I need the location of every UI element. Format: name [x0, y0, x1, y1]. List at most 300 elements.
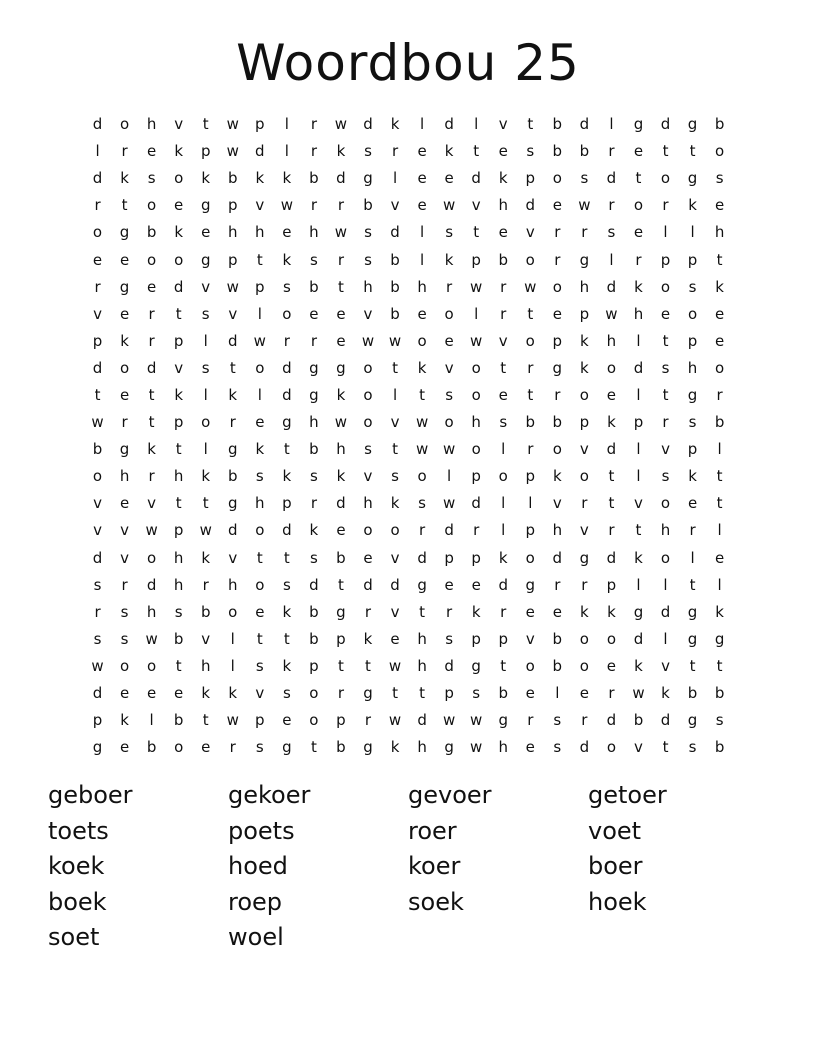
grid-letter: h	[579, 277, 590, 296]
grid-letter: e	[92, 250, 103, 269]
grid-letter: b	[336, 738, 346, 757]
grid-letter: g	[417, 575, 427, 594]
grid-letter: r	[500, 602, 507, 621]
grid-letter: b	[579, 142, 590, 161]
grid-letter: k	[688, 196, 697, 215]
grid-letter: t	[689, 656, 696, 675]
grid-letter: w	[199, 521, 212, 540]
grid-letter: w	[226, 115, 239, 134]
grid-letter: p	[200, 142, 211, 161]
grid-letter: w	[415, 413, 429, 432]
grid-letter: o	[525, 656, 535, 675]
grid-letter: r	[337, 196, 345, 215]
grid-letter: k	[444, 142, 454, 161]
grid-letter: t	[338, 656, 344, 675]
grid-letter: v	[120, 521, 130, 540]
grid-letter: l	[501, 521, 506, 540]
grid-letter: r	[419, 521, 426, 540]
grid-letter: k	[201, 169, 211, 188]
grid-letter: d	[498, 575, 508, 594]
grid-letter: o	[525, 250, 535, 269]
grid-letter: r	[148, 331, 155, 350]
grid-letter: d	[282, 521, 292, 540]
grid-letter: t	[608, 467, 615, 486]
grid-letter: p	[336, 711, 346, 730]
grid-letter: e	[660, 304, 671, 323]
grid-letter: r	[310, 494, 317, 513]
grid-letter: t	[662, 331, 669, 350]
grid-letter: d	[525, 196, 536, 215]
grid-letter: d	[417, 711, 427, 730]
grid-letter: h	[498, 196, 508, 215]
grid-letter: h	[173, 575, 184, 594]
grid-letter: r	[500, 304, 507, 323]
grid-letter: h	[309, 223, 319, 242]
word-list-item: soek	[408, 887, 464, 916]
grid-letter: h	[552, 521, 563, 540]
word-list-item: toets	[48, 816, 109, 845]
grid-letter: e	[119, 684, 130, 703]
grid-letter: k	[255, 169, 265, 188]
grid-letter: v	[93, 521, 102, 540]
grid-letter: b	[363, 196, 373, 215]
grid-letter: d	[444, 521, 454, 540]
grid-letter: e	[606, 656, 617, 675]
grid-letter: v	[255, 684, 265, 703]
grid-letter: k	[580, 331, 589, 350]
grid-letter: b	[552, 656, 563, 675]
grid-letter: v	[363, 304, 373, 323]
grid-letter: d	[579, 738, 590, 757]
grid-letter: g	[282, 413, 292, 432]
grid-letter: h	[200, 656, 211, 675]
grid-letter: s	[282, 575, 291, 594]
grid-letter: r	[310, 142, 317, 161]
grid-letter: s	[688, 413, 697, 432]
grid-letter: o	[417, 331, 427, 350]
grid-letter: w	[280, 196, 293, 215]
grid-letter: o	[228, 602, 238, 621]
grid-letter: v	[174, 358, 184, 377]
grid-letter: w	[334, 413, 348, 432]
word-list-item: poets	[228, 816, 295, 845]
grid-letter: r	[283, 331, 290, 350]
grid-letter: s	[255, 738, 264, 757]
word-list-item: voet	[588, 816, 642, 845]
grid-letter: o	[552, 277, 562, 296]
grid-letter: k	[309, 521, 319, 540]
grid-letter: t	[662, 142, 669, 161]
grid-letter: p	[92, 711, 103, 730]
page-title: Woordbou 25	[236, 34, 580, 92]
grid-letter: r	[310, 196, 317, 215]
grid-letter: e	[714, 304, 725, 323]
grid-letter: l	[420, 223, 425, 242]
grid-letter: s	[715, 711, 724, 730]
grid-letter: w	[524, 277, 537, 296]
grid-letter: t	[148, 413, 155, 432]
grid-letter: w	[226, 711, 239, 730]
grid-letter: o	[579, 656, 589, 675]
grid-letter: s	[499, 413, 508, 432]
grid-letter: d	[146, 575, 157, 594]
grid-letter: p	[552, 331, 563, 350]
grid-letter: w	[470, 277, 483, 296]
grid-letter: v	[579, 440, 589, 459]
grid-letter: p	[687, 331, 698, 350]
grid-letter: t	[716, 656, 723, 675]
grid-letter: g	[687, 629, 698, 648]
grid-letter: l	[636, 331, 641, 350]
grid-letter: g	[363, 169, 373, 188]
grid-letter: s	[553, 738, 562, 757]
word-list-item: getoer	[588, 781, 667, 809]
grid-letter: e	[417, 169, 427, 188]
grid-letter: e	[471, 575, 481, 594]
grid-letter: k	[417, 358, 427, 377]
grid-letter: k	[174, 142, 183, 161]
grid-letter: g	[552, 358, 563, 377]
grid-letter: s	[526, 142, 535, 161]
grid-letter: k	[444, 250, 454, 269]
grid-letter: d	[444, 115, 454, 134]
grid-letter: g	[525, 575, 536, 594]
grid-letter: k	[390, 115, 400, 134]
grid-letter: b	[390, 277, 400, 296]
grid-letter: s	[364, 440, 372, 459]
grid-letter: o	[660, 169, 671, 188]
grid-letter: g	[363, 738, 373, 757]
grid-letter: v	[201, 629, 211, 648]
grid-letter: t	[716, 250, 723, 269]
grid-letter: k	[688, 467, 697, 486]
grid-letter: o	[92, 467, 103, 486]
grid-letter: v	[498, 115, 508, 134]
grid-letter: p	[173, 331, 184, 350]
grid-letter: w	[226, 142, 239, 161]
grid-letter: k	[201, 467, 211, 486]
grid-letter: t	[392, 358, 398, 377]
grid-letter: h	[255, 494, 265, 513]
grid-letter: g	[282, 738, 292, 757]
grid-letter: k	[255, 440, 265, 459]
grid-letter: p	[471, 548, 481, 567]
grid-letter: d	[471, 169, 481, 188]
grid-letter: o	[417, 467, 427, 486]
grid-letter: t	[689, 575, 696, 594]
grid-letter: e	[714, 548, 725, 567]
grid-letter: k	[390, 494, 400, 513]
grid-letter: e	[552, 304, 562, 323]
grid-letter: l	[636, 440, 641, 459]
grid-letter: g	[633, 115, 644, 134]
grid-letter: h	[146, 115, 157, 134]
grid-letter: v	[174, 115, 184, 134]
grid-letter: t	[662, 738, 669, 757]
grid-letter: b	[309, 629, 319, 648]
grid-letter: v	[390, 413, 400, 432]
grid-letter: g	[687, 711, 698, 730]
grid-letter: r	[527, 711, 534, 730]
grid-letter: k	[120, 169, 129, 188]
grid-letter: o	[660, 494, 671, 513]
grid-letter: g	[119, 440, 130, 459]
grid-letter: w	[91, 413, 104, 432]
grid-letter: t	[94, 385, 101, 404]
grid-letter: e	[174, 684, 184, 703]
grid-letter: r	[121, 142, 128, 161]
grid-letter: s	[93, 575, 102, 594]
grid-letter: g	[471, 656, 481, 675]
grid-letter: r	[202, 575, 209, 594]
grid-letter: s	[364, 142, 372, 161]
grid-letter: l	[636, 575, 641, 594]
grid-letter: l	[95, 142, 100, 161]
grid-letter: l	[663, 223, 668, 242]
grid-letter: s	[661, 358, 670, 377]
grid-letter: e	[525, 738, 535, 757]
grid-letter: l	[420, 250, 425, 269]
grid-letter: s	[309, 467, 318, 486]
grid-letter: b	[714, 684, 725, 703]
grid-letter: l	[392, 385, 398, 404]
grid-letter: b	[309, 277, 319, 296]
grid-letter: e	[498, 142, 508, 161]
grid-letter: v	[120, 548, 130, 567]
grid-letter: l	[230, 656, 235, 675]
grid-letter: g	[336, 602, 346, 621]
grid-letter: r	[391, 142, 399, 161]
grid-letter: b	[390, 304, 400, 323]
grid-letter: d	[363, 575, 373, 594]
grid-letter: o	[606, 358, 616, 377]
word-list-item: koek	[48, 852, 105, 880]
grid-letter: r	[148, 304, 155, 323]
grid-letter: d	[92, 548, 103, 567]
grid-letter: g	[336, 358, 346, 377]
grid-letter: l	[257, 385, 262, 404]
grid-letter: e	[417, 304, 427, 323]
grid-letter: d	[579, 115, 590, 134]
grid-letter: l	[230, 629, 235, 648]
grid-letter: p	[471, 250, 481, 269]
grid-letter: b	[714, 115, 725, 134]
grid-letter: w	[388, 711, 402, 730]
grid-letter: d	[255, 142, 265, 161]
grid-letter: p	[255, 277, 265, 296]
grid-letter: d	[92, 115, 103, 134]
grid-letter: t	[202, 494, 209, 513]
grid-letter: h	[606, 331, 617, 350]
grid-letter: r	[689, 521, 696, 540]
grid-letter: e	[119, 304, 130, 323]
grid-letter: d	[336, 169, 346, 188]
grid-letter: l	[284, 115, 289, 134]
grid-letter: w	[442, 494, 456, 513]
grid-letter: o	[282, 304, 292, 323]
grid-letter: e	[363, 548, 373, 567]
grid-letter: w	[388, 656, 402, 675]
grid-letter: h	[417, 738, 427, 757]
grid-letter: k	[282, 250, 292, 269]
grid-letter: s	[255, 467, 264, 486]
grid-letter: v	[525, 223, 535, 242]
grid-letter: t	[148, 385, 155, 404]
grid-letter: t	[256, 548, 263, 567]
grid-letter: s	[174, 602, 183, 621]
grid-letter: p	[606, 575, 617, 594]
grid-letter: t	[175, 304, 182, 323]
grid-letter: e	[201, 223, 211, 242]
grid-letter: o	[363, 521, 373, 540]
grid-letter: l	[690, 223, 695, 242]
grid-letter: b	[498, 684, 508, 703]
grid-letter: r	[94, 602, 101, 621]
grid-letter: s	[445, 385, 454, 404]
grid-letter: p	[498, 629, 508, 648]
grid-letter: t	[662, 385, 669, 404]
grid-letter: s	[309, 250, 318, 269]
grid-letter: t	[338, 277, 344, 296]
grid-letter: e	[687, 494, 698, 513]
grid-letter: w	[334, 115, 348, 134]
grid-letter: e	[525, 684, 535, 703]
grid-letter: w	[415, 440, 429, 459]
grid-letter: s	[201, 358, 210, 377]
grid-letter: p	[282, 494, 292, 513]
grid-letter: r	[94, 196, 101, 215]
grid-letter: r	[581, 711, 588, 730]
grid-letter: h	[363, 277, 373, 296]
word-list-item: soet	[48, 923, 100, 951]
grid-letter: b	[309, 169, 319, 188]
grid-letter: r	[148, 467, 155, 486]
grid-letter: p	[336, 629, 346, 648]
grid-letter: k	[174, 385, 183, 404]
grid-letter: k	[552, 467, 562, 486]
grid-letter: w	[91, 656, 104, 675]
grid-letter: d	[336, 494, 346, 513]
grid-letter: k	[607, 602, 616, 621]
grid-letter: o	[174, 738, 184, 757]
grid-letter: e	[201, 738, 211, 757]
grid-letter: g	[714, 629, 725, 648]
grid-letter: l	[284, 142, 289, 161]
grid-letter: s	[661, 467, 670, 486]
grid-letter: w	[470, 711, 483, 730]
grid-letter: e	[147, 277, 157, 296]
grid-letter: b	[687, 684, 698, 703]
grid-letter: e	[119, 385, 130, 404]
grid-letter: h	[255, 223, 265, 242]
grid-letter: l	[203, 385, 208, 404]
grid-letter: k	[634, 277, 643, 296]
grid-letter: k	[715, 602, 724, 621]
grid-letter: w	[470, 331, 483, 350]
grid-letter: t	[392, 684, 398, 703]
grid-letter: d	[606, 548, 617, 567]
grid-letter: v	[661, 440, 670, 459]
grid-letter: p	[633, 413, 644, 432]
grid-letter: k	[228, 684, 238, 703]
grid-letter: l	[717, 521, 722, 540]
grid-letter: t	[608, 494, 615, 513]
grid-letter: o	[579, 629, 589, 648]
grid-letter: o	[660, 548, 671, 567]
grid-letter: p	[579, 413, 590, 432]
grid-letter: e	[255, 602, 265, 621]
grid-letter: d	[309, 575, 319, 594]
grid-letter: k	[120, 711, 129, 730]
grid-letter: r	[121, 575, 128, 594]
grid-letter: k	[498, 169, 508, 188]
grid-letter: g	[227, 494, 238, 513]
grid-letter: v	[390, 196, 400, 215]
grid-letter: v	[444, 358, 454, 377]
grid-letter: b	[146, 223, 157, 242]
grid-letter: r	[635, 250, 642, 269]
word-list-item: roep	[228, 887, 283, 916]
grid-letter: g	[498, 711, 508, 730]
grid-letter: b	[173, 629, 184, 648]
grid-letter: g	[687, 602, 698, 621]
grid-letter: k	[661, 684, 670, 703]
grid-letter: r	[581, 575, 588, 594]
grid-letter: o	[687, 304, 698, 323]
grid-letter: k	[174, 223, 183, 242]
grid-letter: d	[227, 521, 238, 540]
grid-letter: g	[687, 115, 698, 134]
grid-letter: e	[606, 385, 617, 404]
grid-letter: o	[201, 413, 211, 432]
grid-letter: t	[121, 196, 128, 215]
grid-letter: v	[93, 494, 102, 513]
grid-letter: b	[552, 115, 563, 134]
grid-letter: t	[500, 358, 507, 377]
grid-letter: v	[471, 196, 481, 215]
grid-letter: e	[552, 196, 562, 215]
grid-letter: t	[175, 494, 182, 513]
grid-letter: w	[253, 331, 266, 350]
grid-letter: s	[445, 223, 454, 242]
grid-letter: e	[309, 304, 319, 323]
word-list-item: gekoer	[228, 781, 311, 809]
grid-letter: p	[660, 250, 671, 269]
word-list-item: boek	[48, 887, 107, 916]
grid-letter: r	[446, 277, 453, 296]
grid-letter: d	[390, 575, 400, 594]
grid-letter: d	[444, 656, 454, 675]
grid-letter: l	[447, 467, 452, 486]
grid-letter: d	[660, 602, 671, 621]
grid-letter: b	[714, 738, 725, 757]
grid-letter: t	[527, 304, 534, 323]
grid-letter: o	[525, 331, 535, 350]
grid-letter: b	[525, 413, 536, 432]
grid-letter: o	[309, 711, 319, 730]
grid-letter: b	[552, 629, 563, 648]
grid-letter: r	[121, 413, 128, 432]
grid-letter: l	[474, 304, 479, 323]
grid-letter: w	[334, 223, 348, 242]
grid-letter: s	[445, 629, 454, 648]
grid-letter: t	[310, 738, 317, 757]
grid-letter: o	[633, 196, 644, 215]
grid-letter: g	[309, 385, 319, 404]
grid-letter: o	[147, 656, 157, 675]
grid-letter: b	[498, 250, 508, 269]
grid-letter: v	[390, 548, 400, 567]
